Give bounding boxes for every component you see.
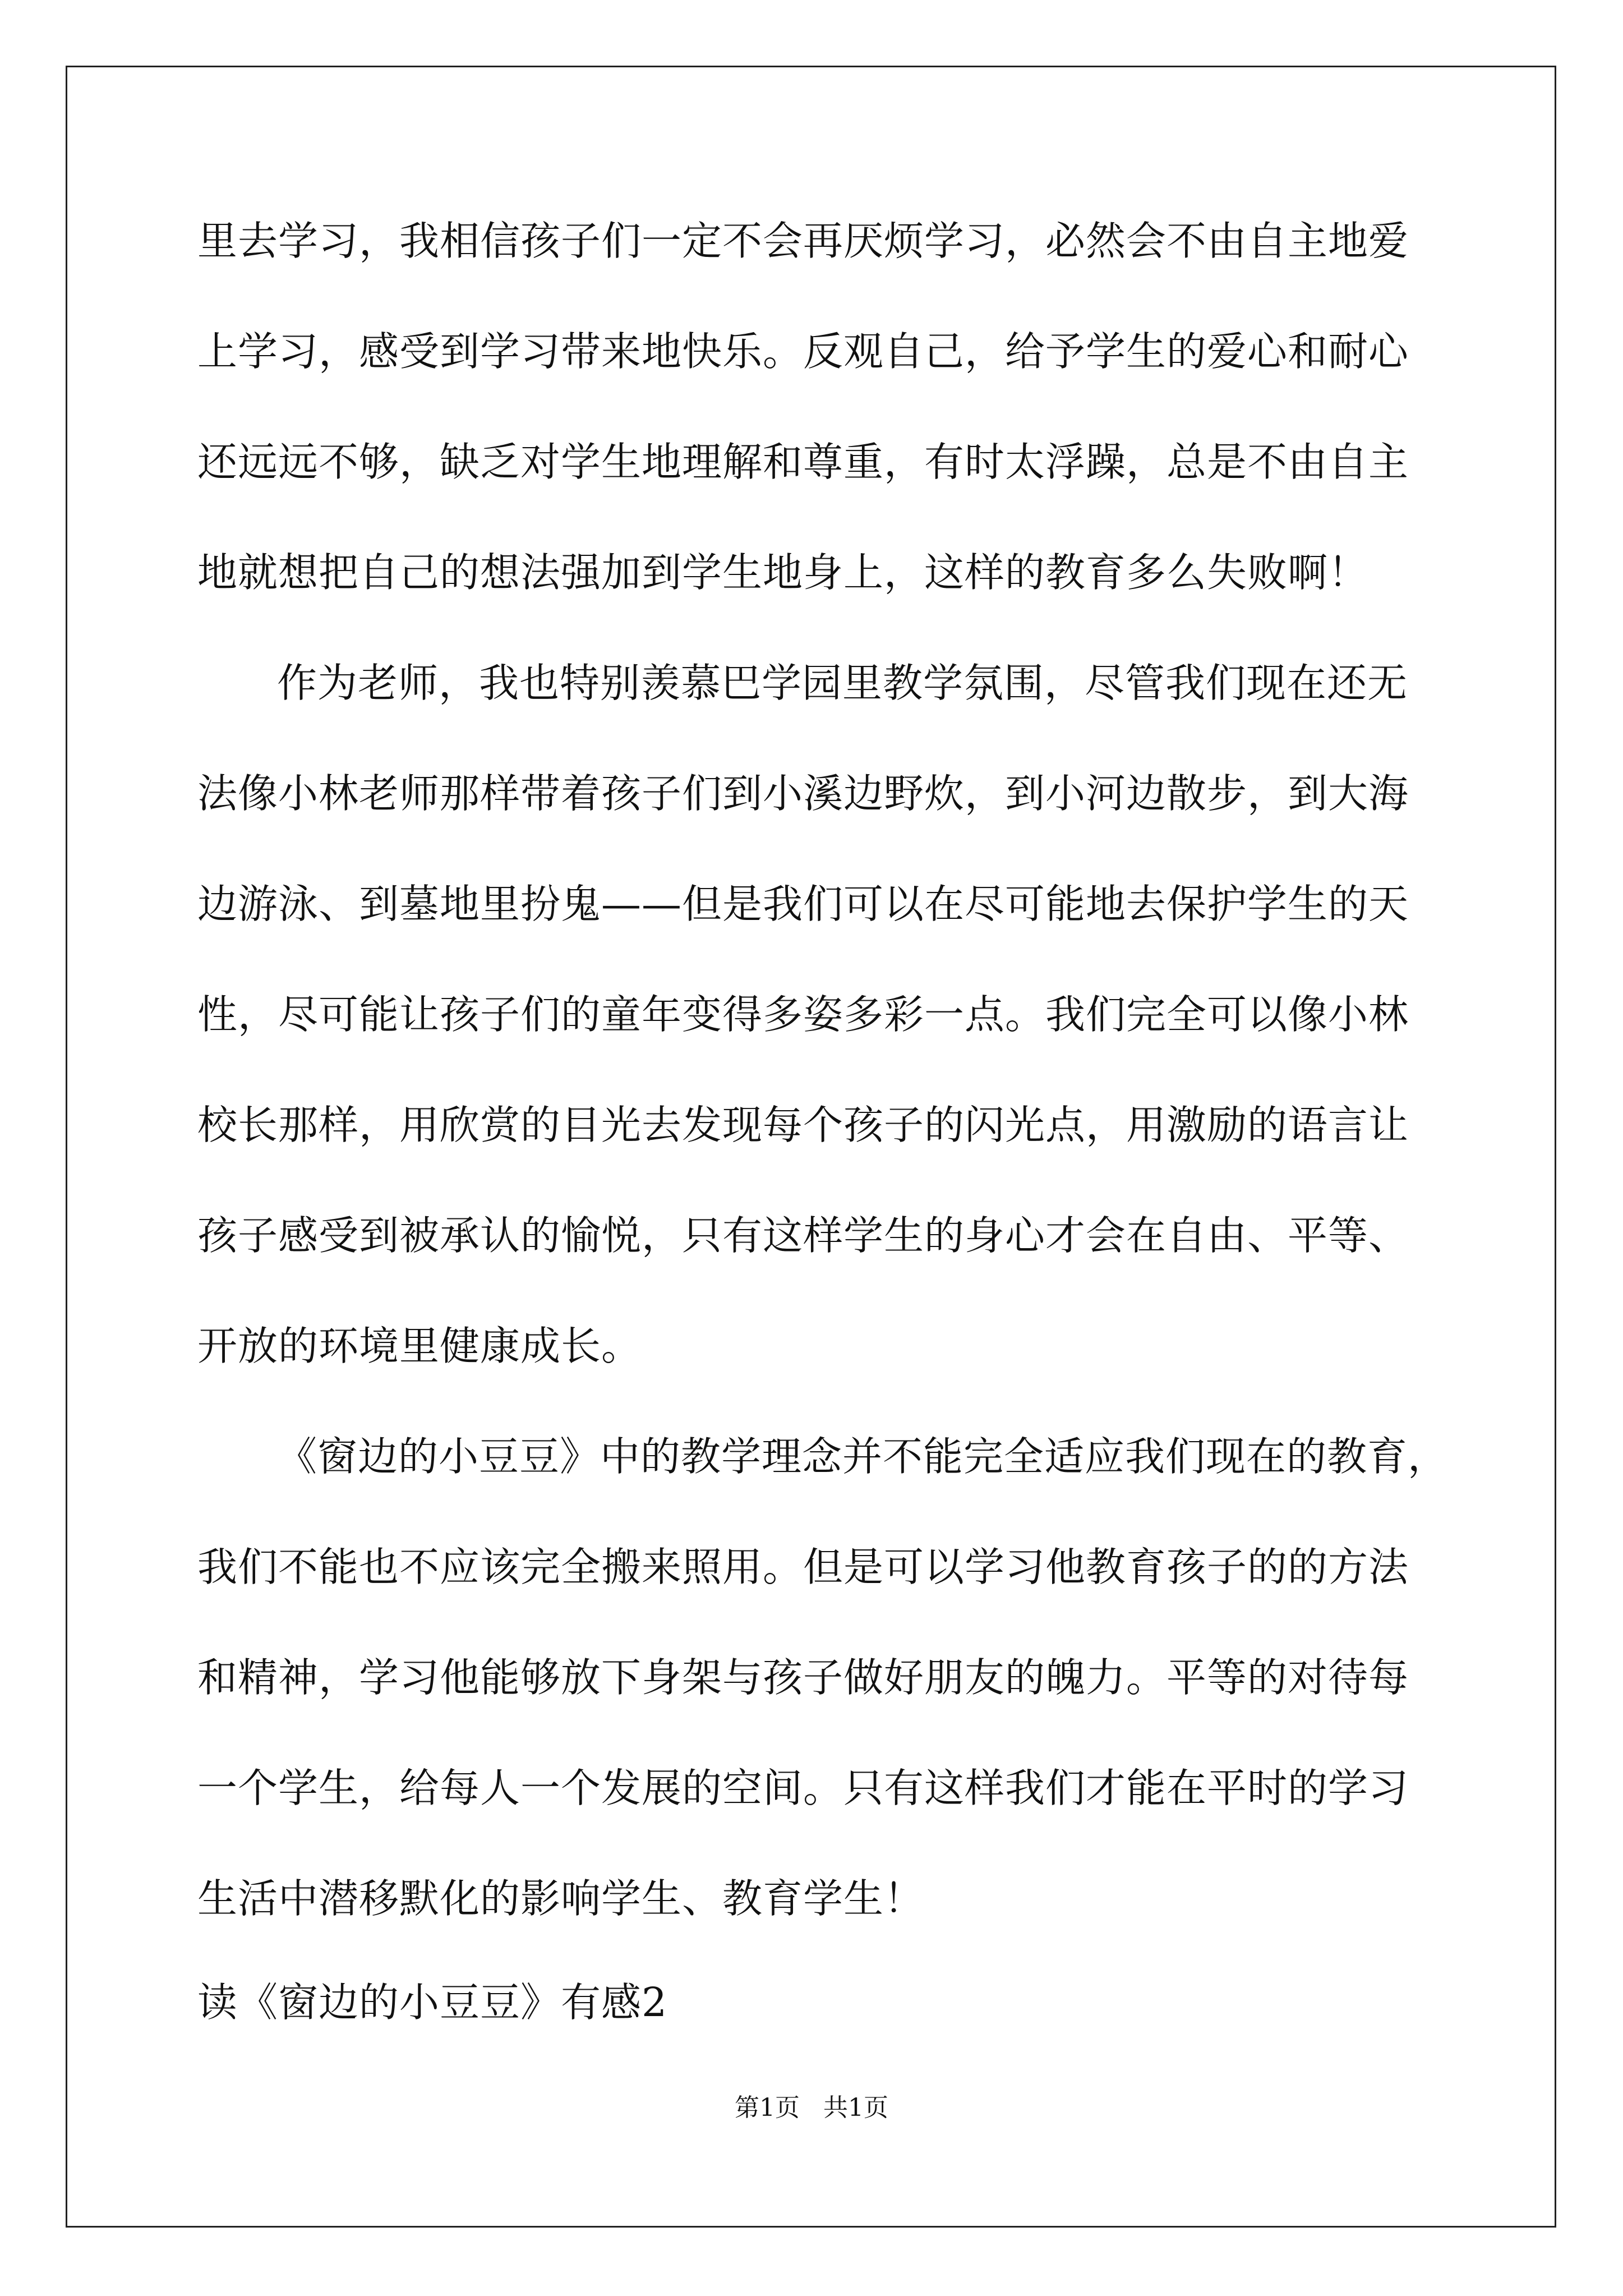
paragraph-line: 孩子感受到被承认的愉悦，只有这样学生的身心才会在自由、平等、 — [197, 1212, 1409, 1259]
paragraph-line: 边游泳、到墓地里扮鬼——但是我们可以在尽可能地去保护学生的天 — [197, 881, 1409, 927]
paragraph-line: 还远远不够，缺乏对学生地理解和尊重，有时太浮躁，总是不由自主 — [197, 439, 1409, 485]
paragraph-line: 开放的环境里健康成长。 — [197, 1323, 642, 1369]
paragraph-line: 校长那样，用欣赏的目光去发现每个孩子的闪光点，用激励的语言让 — [197, 1102, 1409, 1148]
paragraph-line: 法像小林老师那样带着孩子们到小溪边野炊，到小河边散步，到大海 — [197, 770, 1409, 817]
section-heading: 读《窗边的小豆豆》有感2 — [197, 1979, 668, 2026]
paragraph-line: 上学习，感受到学习带来地快乐。反观自己，给予学生的爱心和耐心 — [197, 328, 1409, 375]
paragraph-line: 我们不能也不应该完全搬来照用。但是可以学习他教育孩子的的方法 — [197, 1544, 1409, 1590]
page-footer: 第1页 共1页 — [735, 2093, 888, 2122]
paragraph-line: 地就想把自己的想法强加到学生地身上，这样的教育多么失败啊！ — [197, 549, 1369, 596]
paragraph-line: 作为老师，我也特别羡慕巴学园里教学氛围，尽管我们现在还无 — [277, 660, 1408, 706]
paragraph-line: 《窗边的小豆豆》中的教学理念并不能完全适应我们现在的教育， — [277, 1433, 1449, 1480]
paragraph-line: 一个学生，给每人一个发展的空间。只有这样我们才能在平时的学习 — [197, 1765, 1409, 1811]
paragraph-line: 性，尽可能让孩子们的童年变得多姿多彩一点。我们完全可以像小林 — [197, 991, 1409, 1038]
paragraph-line: 生活中潜移默化的影响学生、教育学生！ — [197, 1875, 925, 1922]
paragraph-line: 里去学习，我相信孩子们一定不会再厌烦学习，必然会不由自主地爱 — [197, 218, 1409, 264]
paragraph-line: 和精神，学习他能够放下身架与孩子做好朋友的魄力。平等的对待每 — [197, 1654, 1409, 1701]
